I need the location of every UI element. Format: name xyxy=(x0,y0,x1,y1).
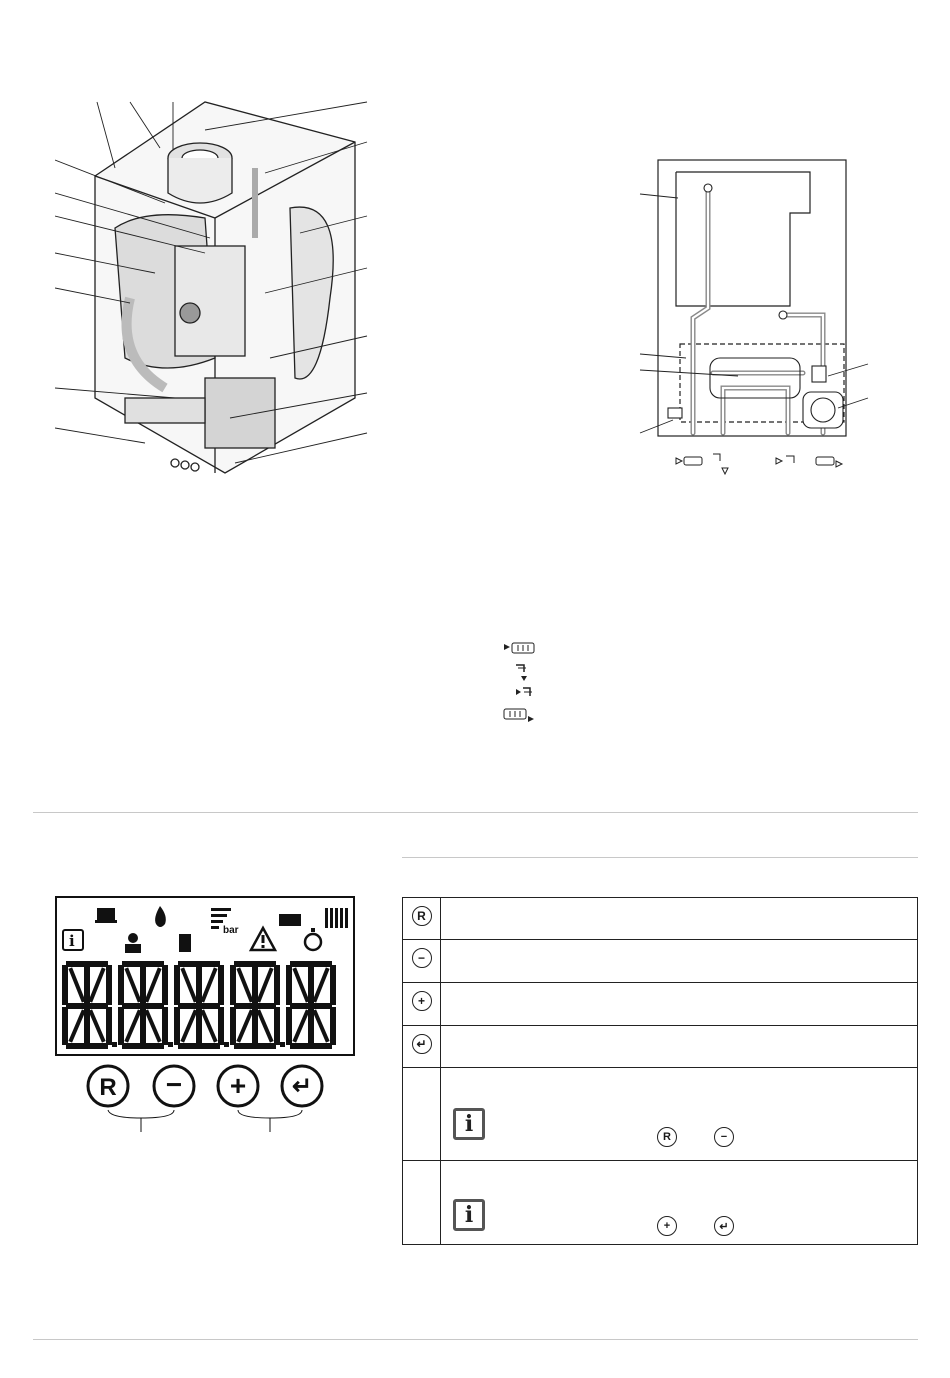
table-row xyxy=(403,1068,918,1161)
reset-icon: R xyxy=(657,1127,677,1147)
digit-segment xyxy=(71,970,83,1000)
heating-bars-icon xyxy=(325,908,348,928)
digit-segment xyxy=(295,1012,307,1040)
digit-segment xyxy=(71,1012,83,1040)
digit-segment xyxy=(91,970,103,1000)
table-row xyxy=(403,940,918,983)
enter-icon: ↵ xyxy=(412,1034,432,1054)
digit-segment xyxy=(259,1012,271,1040)
chimney-sweep-icon xyxy=(97,908,115,920)
table-row xyxy=(403,898,918,940)
user-icon xyxy=(128,933,138,943)
legend-hot-water xyxy=(490,662,550,682)
table-row xyxy=(403,1161,918,1245)
digit-segment xyxy=(127,1012,139,1040)
hydraulic-diagram xyxy=(638,158,870,476)
legend-heating-flow xyxy=(490,640,550,660)
digit-segment xyxy=(239,970,251,1000)
hot-water-icon xyxy=(279,914,301,926)
digit-segment xyxy=(295,970,307,1000)
section-divider xyxy=(33,812,918,813)
decimal-point xyxy=(168,1042,173,1047)
digit-segment xyxy=(91,1012,103,1040)
digit-segment xyxy=(183,1012,195,1040)
flame-icon xyxy=(155,906,166,927)
svg-text:−: − xyxy=(165,1069,183,1100)
digit-segment xyxy=(315,1012,327,1040)
minus-icon: − xyxy=(412,948,432,968)
plus-icon: + xyxy=(412,991,432,1011)
minus-icon: − xyxy=(714,1127,734,1147)
svg-text:bar: bar xyxy=(223,925,239,936)
info-note-icon: i xyxy=(453,1108,485,1140)
legend-cold-water xyxy=(490,684,550,704)
digit-segment xyxy=(183,970,195,1000)
digit-segment xyxy=(203,970,215,1000)
digit-segment xyxy=(259,970,271,1000)
clock-icon xyxy=(305,934,321,950)
digit-segment xyxy=(315,970,327,1000)
table-row xyxy=(403,1026,918,1068)
pressure-bar-icon xyxy=(211,908,231,911)
legend-heating-return xyxy=(490,706,550,726)
svg-text:↵: ↵ xyxy=(291,1073,313,1100)
control-panel-display xyxy=(55,896,355,1056)
reset-icon: R xyxy=(412,906,432,926)
digit-segment xyxy=(147,970,159,1000)
controls-table xyxy=(402,897,918,1245)
table-heading-rule xyxy=(402,857,918,858)
footer-divider xyxy=(33,1339,918,1340)
service-wrench-icon xyxy=(179,934,191,952)
digit-segment xyxy=(147,1012,159,1040)
svg-text:+: + xyxy=(229,1070,247,1101)
decimal-point xyxy=(280,1042,285,1047)
digit-segment xyxy=(127,970,139,1000)
svg-text:i: i xyxy=(69,932,75,950)
enter-icon: ↵ xyxy=(714,1216,734,1236)
digit-segment xyxy=(239,1012,251,1040)
boiler-figure xyxy=(55,98,375,490)
table-row xyxy=(403,983,918,1026)
plus-icon: + xyxy=(657,1216,677,1236)
info-note-icon: i xyxy=(453,1199,485,1231)
decimal-point xyxy=(224,1042,229,1047)
display-buttons xyxy=(86,1064,326,1134)
digit-segment xyxy=(203,1012,215,1040)
decimal-point xyxy=(112,1042,117,1047)
svg-text:R: R xyxy=(99,1074,117,1101)
